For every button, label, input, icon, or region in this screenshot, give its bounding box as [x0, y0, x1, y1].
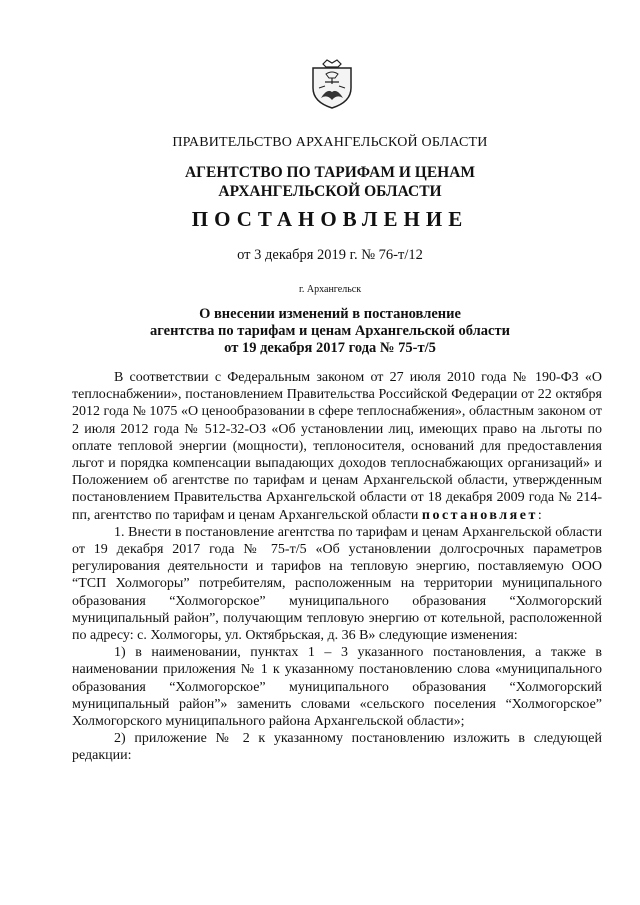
subject-line1: О внесении изменений в постановление	[199, 306, 461, 322]
document-city: г. Архангельск	[298, 284, 362, 295]
coat-of-arms-icon	[309, 58, 355, 110]
subject-line3: от 19 декабря 2017 года № 75-т/5	[224, 340, 436, 356]
document-date-number: от 3 декабря 2019 г. № 76-т/12	[237, 247, 423, 263]
agency-name-line1: АГЕНТСТВО ПО ТАРИФАМ И ЦЕНАМ	[184, 164, 476, 181]
document-body	[72, 369, 602, 765]
document-subject	[60, 306, 600, 357]
subject-line2: агентства по тарифам и ценам Архангельской области	[150, 323, 510, 339]
preamble-paragraph	[72, 369, 602, 524]
decree-word: постановляет	[421, 507, 538, 523]
decree-colon: :	[537, 507, 542, 523]
agency-name-line2: АРХАНГЕЛЬСКОЙ ОБЛАСТИ	[218, 183, 442, 200]
item-1-2-paragraph: 2) приложение № 2 к указанному постановлению изложить в следующей редакции:	[72, 731, 602, 764]
item-1-paragraph: 1. Внести в постановление агентства по тарифам и ценам Архангельской области от 19 декабря 2017 года № 75-т/5 «Об установлении долгосрочных параметров регулирования деятельности и тарифов на тепловую энергию, поставляемую ООО “ТСП Холмогоры” потребителям, расположенным на территории муниципального образования “Холмогорское” муниципального образования “Холмогорский муниципальный район”, получающим тепловую энергию от котельной, расположенной по адресу: с. Холмогоры, ул. Октябрьская, д. 36 В» следующие изменения:	[72, 524, 602, 644]
item-1-1-paragraph: 1) в наименовании, пунктах 1 – 3 указанного постановления, а также в наименовании приложения № 1 к указанному постановлению слова «муниципального образования “Холмогорское” муниципального образования “Холмогорский муниципальный район”» заменить словами «сельского поселения “Холмогорское” Холмогорского муниципального района Архангельской области»;	[72, 645, 602, 730]
document-type: ПОСТАНОВЛЕНИЕ	[191, 207, 469, 231]
government-name: ПРАВИТЕЛЬСТВО АРХАНГЕЛЬСКОЙ ОБЛАСТИ	[172, 135, 488, 150]
preamble-text: В соответствии с Федеральным законом от 27 июля 2010 года № 190-ФЗ «О теплоснабжении», постановлением Правительства Российской Федерации от 22 октября 2012 года № 1075 «О ценообразовании в сфере теплоснабжения», областным законом от 2 июля 2012 года № 512-32-ОЗ «Об установлении лиц, имеющих право на льготы по оплате тепловой энергии (мощности), теплоносителя, оснований для предоставления льгот и порядка компенсации выпадающих доходов теплоснабжающих организаций» и Положением об агентстве по тарифам и ценам Архангельской области, утвержденным постановлением Правительства Архангельской области от 18 декабря 2009 года № 214-пп, агентство по тарифам и ценам Архангельской области	[72, 370, 602, 523]
agency-name	[60, 163, 600, 201]
